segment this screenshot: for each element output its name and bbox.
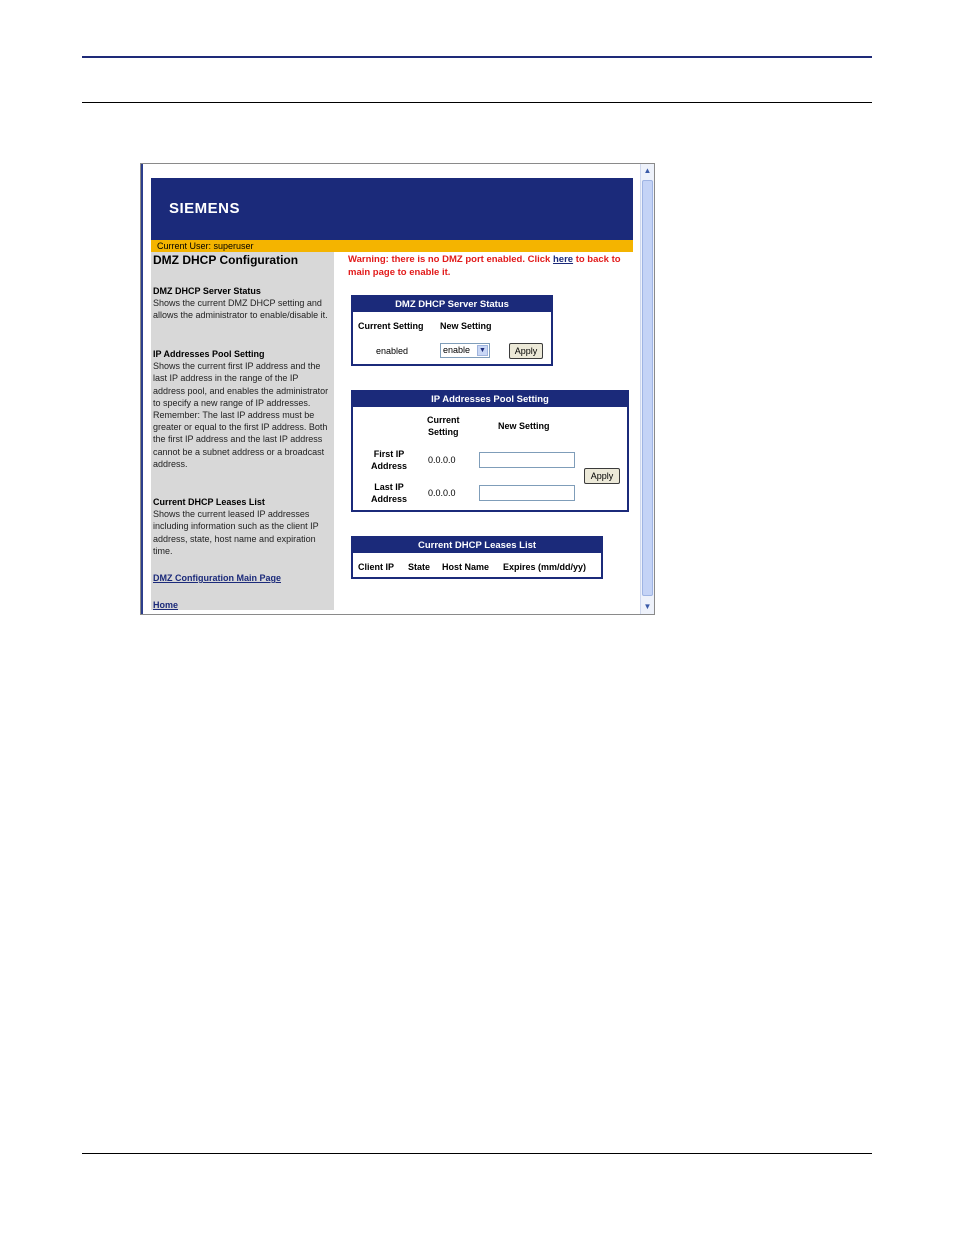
server-enable-select[interactable] — [440, 343, 490, 358]
siemens-logo: SIEMENS — [169, 200, 241, 217]
pool-current-header-2: Setting — [428, 426, 459, 437]
warning-text-end: to back to main page to enable it. — [348, 254, 621, 278]
scroll-thumb[interactable] — [642, 180, 653, 596]
pool-apply-button[interactable]: Apply — [584, 468, 620, 484]
server-apply-button[interactable]: Apply — [509, 343, 543, 359]
header-banner — [151, 178, 633, 240]
help-sidebar — [151, 252, 334, 610]
help-text: Shows the current first IP address and the last IP address in the range of the IP address pool, and enables the administrator to specify a new range of IP addresses. Remember: The last IP address must be greater or equal to the first IP address. Both the first IP address and the last IP address cannot be a subnet address or a broadcast address. — [153, 361, 329, 469]
pool-setting-panel — [351, 390, 629, 512]
dmz-main-page-link[interactable]: DMZ Configuration Main Page — [153, 573, 281, 583]
current-user-text: Current User: superuser — [157, 241, 254, 251]
pool-current-header-1: Current — [427, 415, 460, 425]
help-leases-list — [153, 496, 331, 557]
page-title: DMZ DHCP Configuration — [153, 253, 299, 267]
help-text: Shows the current leased IP addresses including information such as the client IP address, state, host name and expiration time. — [153, 509, 319, 556]
col-expires: Expires (mm/dd/yy) — [503, 562, 587, 572]
col-client-ip: Client IP — [358, 562, 395, 572]
last-ip-input[interactable] — [479, 485, 575, 501]
pool-current-header — [427, 415, 460, 438]
server-new-header: New Setting — [440, 321, 492, 331]
pool-new-header: New Setting — [498, 421, 550, 431]
server-current-header: Current Setting — [358, 321, 424, 331]
help-server-status — [153, 285, 331, 322]
last-ip-label-1: Last IP — [374, 482, 404, 492]
page-header-rule — [82, 102, 872, 103]
first-ip-label-1: First IP — [373, 449, 405, 459]
server-current-value: enabled — [376, 346, 409, 356]
scroll-down-icon[interactable]: ▼ — [643, 602, 652, 611]
server-status-title: DMZ DHCP Server Status — [353, 297, 551, 312]
home-link[interactable]: Home — [153, 600, 179, 610]
vertical-scrollbar[interactable] — [640, 164, 654, 614]
col-host-name: Host Name — [442, 562, 490, 572]
last-ip-label-2: Address — [371, 494, 408, 504]
first-ip-current: 0.0.0.0 — [428, 455, 456, 465]
browser-screenshot — [140, 163, 655, 615]
first-ip-label — [371, 448, 407, 472]
help-heading: DMZ DHCP Server Status — [153, 286, 261, 296]
pool-title: IP Addresses Pool Setting — [353, 392, 627, 407]
last-ip-current: 0.0.0.0 — [428, 488, 456, 498]
help-text: Shows the current DMZ DHCP setting and allows the administrator to enable/disable it. — [153, 298, 328, 321]
leases-list-panel — [351, 536, 603, 579]
page-footer-rule — [82, 1153, 872, 1154]
window-left-edge — [141, 164, 143, 614]
server-status-panel — [351, 295, 553, 366]
help-pool-setting — [153, 348, 331, 470]
col-state: State — [408, 562, 431, 572]
help-heading: Current DHCP Leases List — [153, 497, 265, 507]
leases-title: Current DHCP Leases List — [353, 538, 601, 553]
warning-text: Warning: there is no DMZ port enabled. Click — [348, 254, 553, 265]
current-user-bar — [151, 240, 633, 252]
server-select-value: enable — [443, 345, 471, 355]
first-ip-input[interactable] — [479, 452, 575, 468]
page-top-rule — [82, 56, 872, 58]
scroll-up-icon[interactable]: ▲ — [643, 166, 652, 175]
first-ip-label-2: Address — [371, 461, 408, 471]
help-heading: IP Addresses Pool Setting — [153, 349, 265, 359]
back-here-link[interactable]: here — [552, 254, 574, 265]
select-arrow-icon: ▼ — [477, 345, 488, 356]
last-ip-label — [371, 481, 407, 505]
warning-message — [348, 254, 632, 279]
